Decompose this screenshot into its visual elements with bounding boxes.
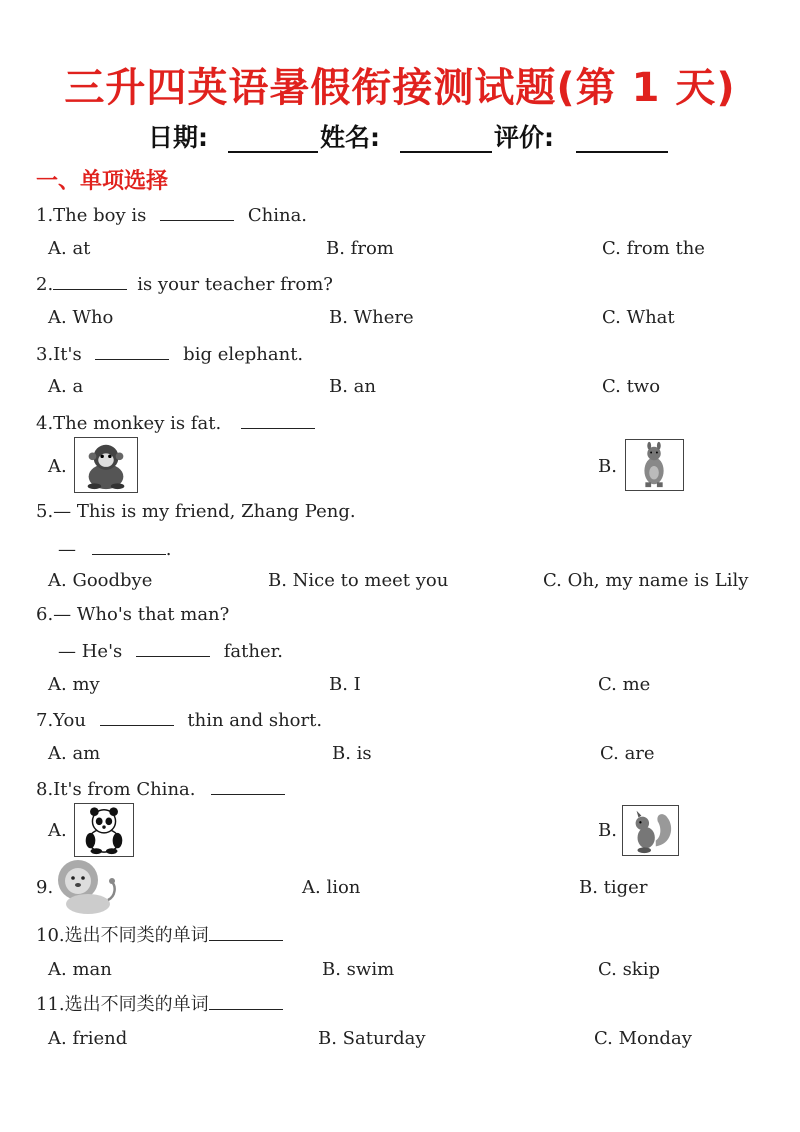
monkey-picture[interactable] — [74, 437, 138, 493]
squirrel-picture[interactable] — [622, 805, 679, 856]
kangaroo-icon — [626, 440, 683, 490]
q1-option-b[interactable]: B. from — [326, 238, 394, 259]
section-heading: 一、单项选择 — [36, 169, 169, 194]
panda-icon — [75, 804, 133, 856]
q10-option-b[interactable]: B. swim — [322, 959, 395, 980]
date-label: 日期: — [148, 123, 208, 152]
q11-option-c[interactable]: C. Monday — [594, 1028, 692, 1049]
q4-stem: 4.The monkey is fat. — [36, 413, 222, 434]
q4-answer-blank[interactable] — [241, 410, 315, 429]
q7-answer-blank[interactable] — [100, 707, 174, 726]
panda-picture[interactable] — [74, 803, 134, 857]
q6-option-b[interactable]: B. I — [329, 674, 361, 695]
name-blank[interactable] — [400, 151, 492, 153]
q6-option-a[interactable]: A. my — [48, 674, 100, 695]
kangaroo-picture[interactable] — [625, 439, 684, 491]
q3-stem-start: 3.It's — [36, 344, 82, 365]
q6-line-2-start: — He's — [58, 641, 123, 662]
q6-line-2-end: father. — [223, 641, 283, 662]
q6-line-1: 6.— Who's that man? — [36, 604, 230, 625]
q5-option-c[interactable]: C. Oh, my name is Lily — [543, 570, 749, 591]
q6-line-2 — [58, 638, 283, 664]
q9-number: 9. — [36, 877, 54, 898]
q2-answer-blank[interactable] — [53, 271, 127, 290]
q9-option-a[interactable]: A. lion — [302, 877, 361, 898]
q11-stem: 11.选出不同类的单词 — [36, 994, 209, 1015]
q7-stem-end: thin and short. — [187, 710, 323, 731]
q3-option-b[interactable]: B. an — [329, 376, 376, 397]
monkey-icon — [75, 438, 137, 492]
question-11 — [36, 991, 283, 1017]
q7-option-a[interactable]: A. am — [48, 743, 101, 764]
q7-option-b[interactable]: B. is — [332, 743, 372, 764]
q5-period: . — [165, 539, 172, 560]
q8-option-a-label[interactable]: A. — [48, 820, 67, 841]
q8-option-b-label[interactable]: B. — [598, 820, 617, 841]
q10-answer-blank[interactable] — [209, 922, 283, 941]
eval-label: 评价: — [494, 123, 554, 152]
q6-option-c[interactable]: C. me — [598, 674, 651, 695]
date-blank[interactable] — [228, 151, 318, 153]
question-4 — [36, 410, 315, 436]
q1-option-a[interactable]: A. at — [48, 238, 91, 259]
q10-stem: 10.选出不同类的单词 — [36, 925, 209, 946]
q11-option-b[interactable]: B. Saturday — [318, 1028, 426, 1049]
student-info-row — [0, 118, 800, 154]
q4-option-a-label[interactable]: A. — [48, 456, 67, 477]
q10-option-c[interactable]: C. skip — [598, 959, 660, 980]
q7-option-c[interactable]: C. are — [600, 743, 655, 764]
question-1 — [36, 202, 307, 228]
question-10 — [36, 922, 283, 948]
q2-option-b[interactable]: B. Where — [329, 307, 414, 328]
q8-stem: 8.It's from China. — [36, 779, 196, 800]
eval-blank[interactable] — [576, 151, 668, 153]
q5-answer-blank[interactable] — [92, 536, 166, 555]
q1-answer-blank[interactable] — [160, 202, 234, 221]
lion-picture[interactable] — [54, 856, 120, 916]
q5-dash: — — [58, 539, 76, 560]
q8-answer-blank[interactable] — [211, 776, 285, 795]
q4-option-b-label[interactable]: B. — [598, 456, 617, 477]
q11-option-a[interactable]: A. friend — [48, 1028, 128, 1049]
q3-option-a[interactable]: A. a — [48, 376, 84, 397]
q5-line-1: 5.— This is my friend, Zhang Peng. — [36, 501, 356, 522]
q11-answer-blank[interactable] — [209, 991, 283, 1010]
question-7 — [36, 707, 322, 733]
q2-number: 2. — [36, 274, 54, 295]
q3-stem-end: big elephant. — [183, 344, 304, 365]
q1-stem-start: 1.The boy is — [36, 205, 147, 226]
q3-option-c[interactable]: C. two — [602, 376, 661, 397]
name-label: 姓名: — [320, 123, 380, 152]
q2-option-a[interactable]: A. Who — [48, 307, 114, 328]
q9-option-b[interactable]: B. tiger — [579, 877, 648, 898]
q7-stem-start: 7.You — [36, 710, 86, 731]
q6-answer-blank[interactable] — [136, 638, 210, 657]
q1-option-c[interactable]: C. from the — [602, 238, 705, 259]
q5-option-a[interactable]: A. Goodbye — [48, 570, 153, 591]
page-title: 三升四英语暑假衔接测试题(第 1 天) — [64, 65, 736, 111]
squirrel-icon — [623, 806, 678, 855]
q1-stem-end: China. — [247, 205, 308, 226]
q2-option-c[interactable]: C. What — [602, 307, 675, 328]
q10-option-a[interactable]: A. man — [48, 959, 112, 980]
q2-stem-end: is your teacher from? — [137, 274, 333, 295]
lion-icon — [54, 856, 120, 916]
q5-line-2 — [58, 536, 171, 562]
question-8 — [36, 776, 285, 802]
question-3 — [36, 341, 303, 367]
q3-answer-blank[interactable] — [95, 341, 169, 360]
q5-option-b[interactable]: B. Nice to meet you — [268, 570, 449, 591]
question-2 — [36, 271, 333, 297]
